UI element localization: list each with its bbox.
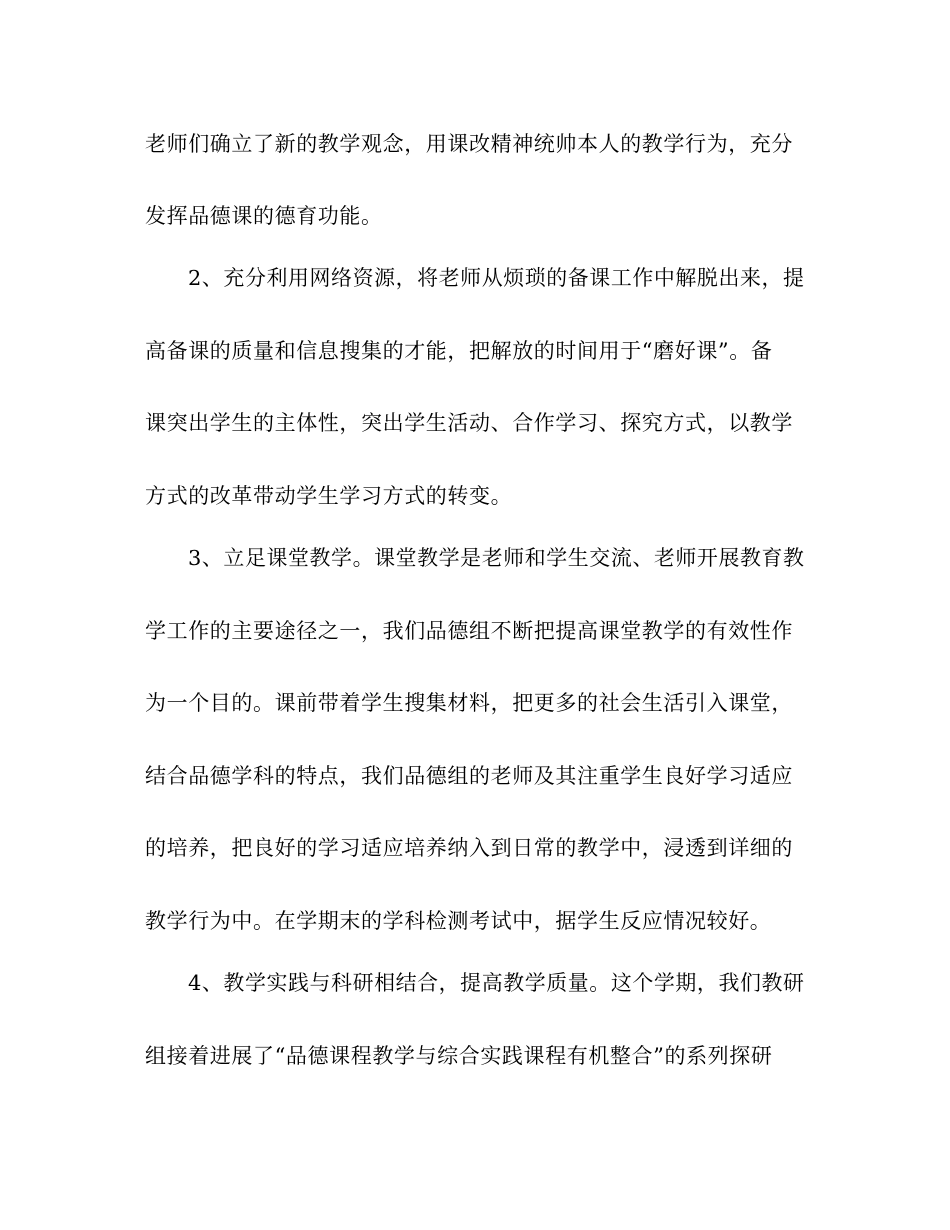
text-line: 为一个目的。课前带着学生搜集材料，把更多的社会生活引入课堂， [145, 691, 793, 715]
text-line: 组接着进展了“品德课程教学与综合实践课程有机整合”的系列探研 [145, 1044, 773, 1068]
text-line: 课突出学生的主体性，突出学生活动、合作学习、探究方式，以教学 [145, 411, 793, 435]
text-line: 方式的改革带动学生学习方式的转变。 [145, 484, 513, 508]
text-line: 2、充分利用网络资源，将老师从烦琐的备课工作中解脱出来，提 [188, 266, 805, 290]
text-line: 教学行为中。在学期末的学科检测考试中，据学生反应情况较好。 [145, 909, 772, 933]
text-line: 学工作的主要途径之一，我们品德组不断把提高课堂教学的有效性作 [145, 619, 793, 643]
text-line: 发挥品德课的德育功能。 [145, 204, 383, 228]
text-line: 老师们确立了新的教学观念，用课改精神统帅本人的教学行为，充分 [145, 132, 793, 156]
text-line: 的培养，把良好的学习适应培养纳入到日常的教学中，浸透到详细的 [145, 836, 793, 860]
text-line: 高备课的质量和信息搜集的才能，把解放的时间用于“磨好课”。备 [145, 339, 773, 363]
text-line: 4、教学实践与科研相结合，提高教学质量。这个学期，我们教研 [188, 971, 805, 995]
text-line: 3、立足课堂教学。课堂教学是老师和学生交流、老师开展教育教 [188, 546, 805, 570]
text-line: 结合品德学科的特点，我们品德组的老师及其注重学生良好学习适应 [145, 764, 793, 788]
